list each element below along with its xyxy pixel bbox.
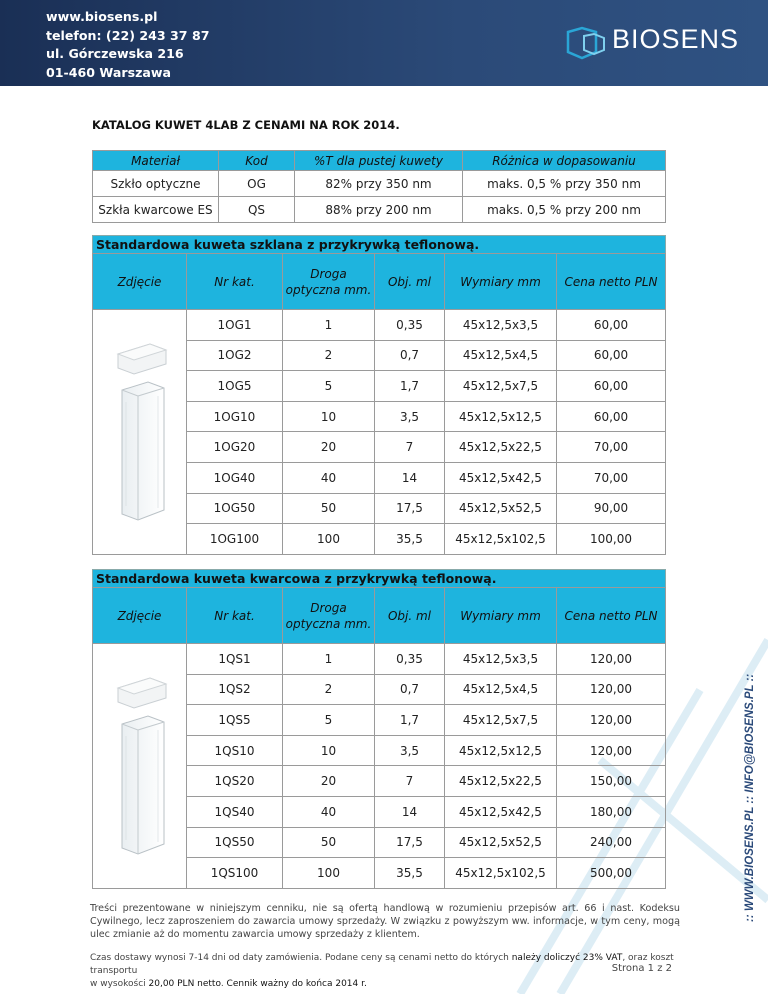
glass-header-row <box>93 254 666 310</box>
materials-header-row <box>93 151 666 171</box>
table-cell: 0,35 <box>375 310 445 341</box>
table-cell: 1QS40 <box>187 796 283 827</box>
table-cell: 120,00 <box>557 644 666 675</box>
website-link[interactable]: www.biosens.pl <box>46 9 158 24</box>
materials-body <box>93 171 666 223</box>
table-cell: 45x12,5x42,5 <box>445 796 557 827</box>
section-title: Standardowa kuweta szklana z przykrywką teflonową. <box>92 235 666 253</box>
column-header: Cena netto PLN <box>557 254 666 310</box>
table-cell: 17,5 <box>375 827 445 858</box>
quartz-header-row <box>93 588 666 644</box>
table-cell: 3,5 <box>375 735 445 766</box>
table-cell: 45x12,5x12,5 <box>445 735 557 766</box>
table-cell: 45x12,5x102,5 <box>445 524 557 555</box>
table-cell: 35,5 <box>375 858 445 889</box>
column-header: Obj. ml <box>375 254 445 310</box>
table-cell: 14 <box>375 796 445 827</box>
table-cell: 1OG10 <box>187 401 283 432</box>
table-cell: 240,00 <box>557 827 666 858</box>
photo-cell <box>93 310 187 555</box>
table-cell: Szkło optyczne <box>93 171 219 197</box>
table-cell: 45x12,5x12,5 <box>445 401 557 432</box>
table-cell: 45x12,5x22,5 <box>445 766 557 797</box>
table-cell: 1QS20 <box>187 766 283 797</box>
table-cell: 45x12,5x3,5 <box>445 310 557 341</box>
table-cell: 20 <box>283 432 375 463</box>
glass-section <box>92 235 666 555</box>
table-cell: 50 <box>283 827 375 858</box>
table-cell: 0,7 <box>375 340 445 371</box>
materials-table <box>92 150 666 223</box>
table-cell: 45x12,5x42,5 <box>445 462 557 493</box>
table-cell: 45x12,5x52,5 <box>445 827 557 858</box>
table-cell: 45x12,5x4,5 <box>445 340 557 371</box>
table-cell: 1QS2 <box>187 674 283 705</box>
table-cell: 1OG20 <box>187 432 283 463</box>
column-header: Cena netto PLN <box>557 588 666 644</box>
delivery-text: , oraz koszt transportu <box>90 953 674 976</box>
contact-block <box>46 8 209 82</box>
quartz-section <box>92 569 666 889</box>
section-title: Standardowa kuweta kwarcowa z przykrywką teflonową. <box>92 569 666 587</box>
table-cell: 500,00 <box>557 858 666 889</box>
table-cell: 40 <box>283 462 375 493</box>
table-cell: 45x12,5x7,5 <box>445 705 557 736</box>
table-cell: 1,7 <box>375 705 445 736</box>
table-cell: 1QS100 <box>187 858 283 889</box>
vat-note: należy doliczyć 23% VAT <box>511 953 623 963</box>
table-cell: 88% przy 200 nm <box>295 197 463 223</box>
table-cell: 45x12,5x102,5 <box>445 858 557 889</box>
table-cell: 45x12,5x4,5 <box>445 674 557 705</box>
page-header <box>0 0 768 86</box>
table-cell: 120,00 <box>557 674 666 705</box>
logo-text: BIOSENS <box>612 24 740 54</box>
column-header: Materiał <box>93 151 219 171</box>
table-cell: 2 <box>283 674 375 705</box>
column-header: Nr kat. <box>187 588 283 644</box>
table-cell: 90,00 <box>557 493 666 524</box>
table-cell: 10 <box>283 401 375 432</box>
table-cell: 5 <box>283 371 375 402</box>
table-cell: 35,5 <box>375 524 445 555</box>
table-cell: 100 <box>283 524 375 555</box>
glass-body <box>93 310 666 555</box>
table-cell: 180,00 <box>557 796 666 827</box>
table-cell: 7 <box>375 766 445 797</box>
table-cell: 150,00 <box>557 766 666 797</box>
table-cell: 17,5 <box>375 493 445 524</box>
table-cell: 3,5 <box>375 401 445 432</box>
postal-address: 01-460 Warszawa <box>46 64 172 80</box>
table-cell: 70,00 <box>557 432 666 463</box>
street-address: ul. Górczewska 216 <box>46 46 184 61</box>
table-cell: 10 <box>283 735 375 766</box>
table-cell: 100 <box>283 858 375 889</box>
column-header: Zdjęcie <box>93 254 187 310</box>
table-cell: 2 <box>283 340 375 371</box>
delivery-note <box>90 952 680 991</box>
validity-note: Cennik ważny do końca 2014 r. <box>226 979 367 989</box>
transport-cost: 20,00 PLN netto <box>148 979 221 989</box>
table-cell: Szkła kwarcowe ES <box>93 197 219 223</box>
table-cell: 0,35 <box>375 644 445 675</box>
column-header: Zdjęcie <box>93 588 187 644</box>
phone-number: telefon: (22) 243 37 87 <box>46 27 210 43</box>
table-cell: OG <box>219 171 295 197</box>
table-cell: 1OG1 <box>187 310 283 341</box>
column-header: Droga optyczna mm. <box>283 588 375 644</box>
table-cell: 40 <box>283 796 375 827</box>
side-banner <box>742 660 766 930</box>
table-cell: 1QS10 <box>187 735 283 766</box>
table-cell: 60,00 <box>557 310 666 341</box>
table-row <box>93 644 666 675</box>
disclaimer-text: Treści prezentowane w niniejszym cenniku, nie są ofertą handlową w rozumieniu przepisów art. 66 i nast. Kodeksu Cywilnego, lecz zaproszeniem do zawarcia umowy sprzedaży. W związku z powyższym ww. informacje, w tym ceny, mogą ulec zmianie aż do momentu zawarcia umowy sprzedaży z klientem. <box>90 903 680 940</box>
table-cell: QS <box>219 197 295 223</box>
column-header: %T dla pustej kuwety <box>295 151 463 171</box>
table-row <box>93 197 666 223</box>
column-header: Kod <box>219 151 295 171</box>
column-header: Obj. ml <box>375 588 445 644</box>
table-cell: maks. 0,5 % przy 350 nm <box>463 171 666 197</box>
quartz-table <box>92 587 666 889</box>
column-header: Wymiary mm <box>445 254 557 310</box>
table-cell: 60,00 <box>557 340 666 371</box>
table-row <box>93 310 666 341</box>
table-cell: maks. 0,5 % przy 200 nm <box>463 197 666 223</box>
delivery-text: Czas dostawy wynosi 7-14 dni od daty zamówienia. Podane ceny są cenami netto do których <box>90 953 512 963</box>
delivery-text: w wysokości <box>90 979 149 989</box>
table-cell: 1QS5 <box>187 705 283 736</box>
table-cell: 1OG100 <box>187 524 283 555</box>
side-banner-text: :: WWW.BIOSENS.PL :: INFO@BIOSENS.PL :: <box>744 673 756 922</box>
table-cell: 45x12,5x7,5 <box>445 371 557 402</box>
cuvette-photo <box>100 664 180 864</box>
table-cell: 7 <box>375 432 445 463</box>
table-cell: 82% przy 350 nm <box>295 171 463 197</box>
table-cell: 20 <box>283 766 375 797</box>
column-header: Różnica w dopasowaniu <box>463 151 666 171</box>
column-header: Nr kat. <box>187 254 283 310</box>
delivery-text: . <box>220 979 227 989</box>
table-cell: 120,00 <box>557 705 666 736</box>
table-cell: 45x12,5x22,5 <box>445 432 557 463</box>
table-cell: 45x12,5x52,5 <box>445 493 557 524</box>
photo-cell <box>93 644 187 889</box>
table-cell: 45x12,5x3,5 <box>445 644 557 675</box>
column-header: Wymiary mm <box>445 588 557 644</box>
quartz-body <box>93 644 666 889</box>
table-cell: 0,7 <box>375 674 445 705</box>
table-cell: 60,00 <box>557 371 666 402</box>
glass-table <box>92 253 666 555</box>
table-cell: 1OG40 <box>187 462 283 493</box>
table-cell: 60,00 <box>557 401 666 432</box>
page-title: KATALOG KUWET 4LAB Z CENAMI NA ROK 2014. <box>92 118 400 132</box>
table-cell: 14 <box>375 462 445 493</box>
table-cell: 1 <box>283 644 375 675</box>
table-cell: 1OG5 <box>187 371 283 402</box>
page-number: Strona 1 z 2 <box>611 963 672 974</box>
table-cell: 1OG50 <box>187 493 283 524</box>
table-cell: 1 <box>283 310 375 341</box>
table-cell: 5 <box>283 705 375 736</box>
table-cell: 100,00 <box>557 524 666 555</box>
table-row <box>93 171 666 197</box>
table-cell: 70,00 <box>557 462 666 493</box>
table-cell: 120,00 <box>557 735 666 766</box>
table-cell: 1QS50 <box>187 827 283 858</box>
table-cell: 50 <box>283 493 375 524</box>
table-cell: 1OG2 <box>187 340 283 371</box>
cuvette-photo <box>100 330 180 530</box>
table-cell: 1QS1 <box>187 644 283 675</box>
table-cell: 1,7 <box>375 371 445 402</box>
column-header: Droga optyczna mm. <box>283 254 375 310</box>
